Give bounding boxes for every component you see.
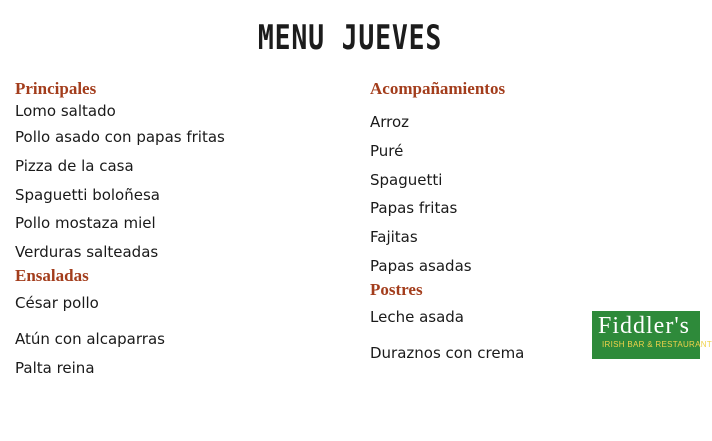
menu-item: Pizza de la casa	[15, 156, 134, 175]
menu-item: Papas fritas	[370, 199, 458, 218]
logo-tagline: IRISH BAR & RESTAURANT	[602, 340, 712, 349]
fiddlers-logo	[592, 311, 712, 359]
menu-item: Pollo asado con papas fritas	[15, 128, 225, 146]
menu-item: Fajitas	[370, 228, 418, 247]
menu-item: Spaguetti boloñesa	[15, 185, 160, 204]
menu-item: Lomo saltado	[15, 102, 116, 120]
logo-name: Fiddler's	[598, 313, 690, 339]
menu-item: Leche asada	[370, 307, 464, 326]
menu-item: Arroz	[370, 113, 410, 131]
menu-item: Duraznos con crema	[370, 343, 525, 362]
right-column	[370, 79, 524, 368]
section-heading-postres: Postres	[370, 279, 423, 299]
section-heading-ensaladas: Ensaladas	[15, 265, 89, 285]
menu-item: Atún con alcaparras	[15, 329, 165, 348]
page-title: MENU JUEVES	[257, 18, 443, 58]
menu-item: Spaguetti	[370, 170, 443, 189]
menu-item: Papas asadas	[370, 256, 472, 275]
menu-item: César pollo	[15, 293, 99, 312]
menu-item: Pollo mostaza miel	[15, 214, 156, 233]
section-heading-principales: Principales	[15, 79, 97, 98]
menu-item: Palta reina	[15, 358, 95, 377]
menu-item: Puré	[370, 141, 404, 160]
left-column	[15, 79, 225, 383]
menu-item: Verduras salteadas	[15, 243, 159, 262]
section-heading-acompanamientos: Acompañamientos	[370, 79, 506, 98]
